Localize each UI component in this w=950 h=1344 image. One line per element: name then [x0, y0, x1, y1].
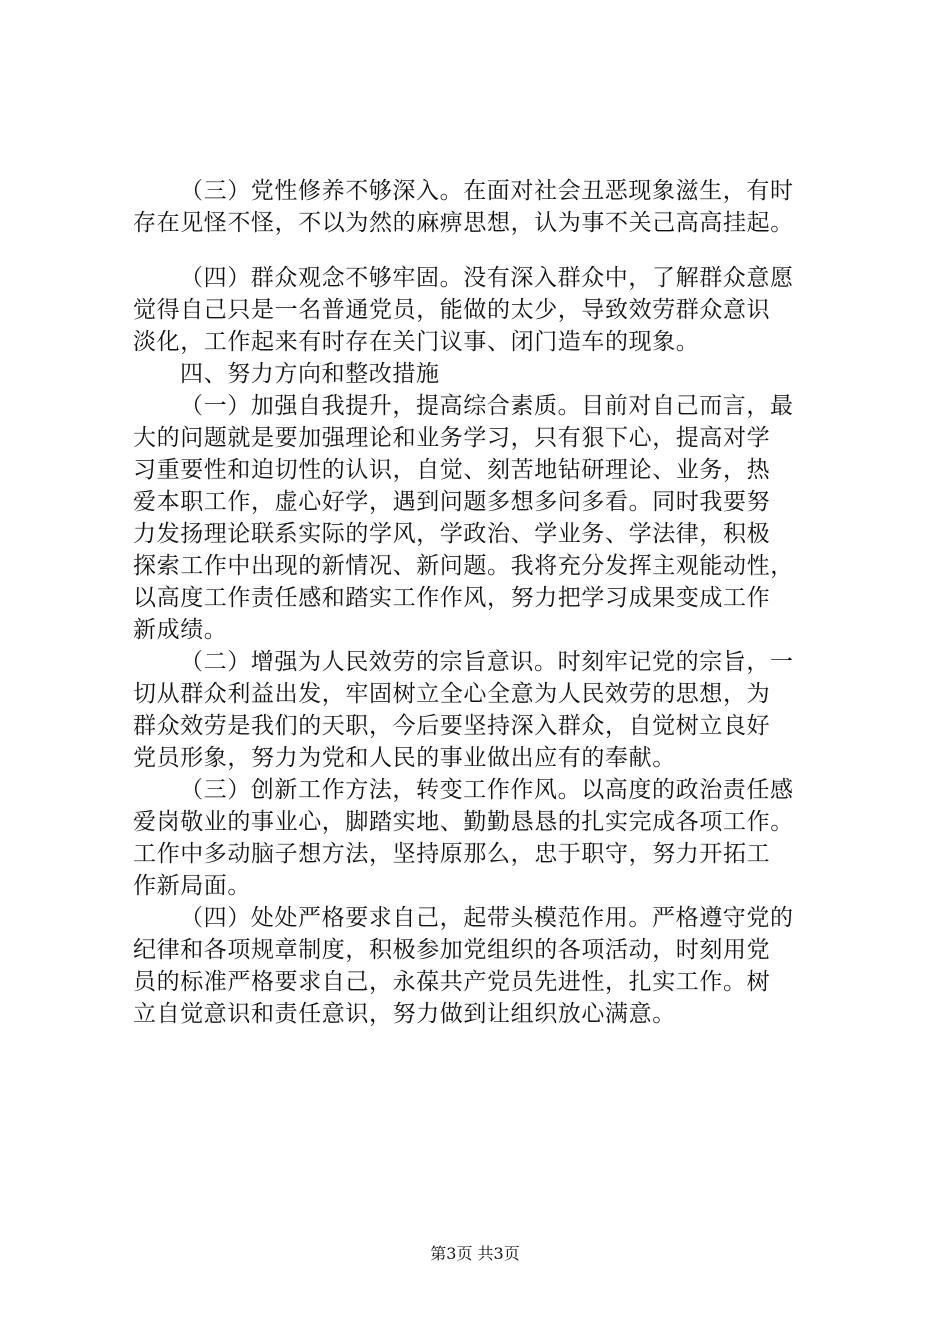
paragraph-line: 力发扬理论联系实际的学风，学政治、学业务、学法律，积极	[133, 521, 771, 547]
page-number: 第3页 共3页	[430, 1244, 520, 1263]
paragraph-line: 以高度工作责任感和踏实工作作风，努力把学习成果变成工作	[133, 585, 771, 611]
paragraph-line: 新成绩。	[133, 617, 228, 643]
paragraph-line: （三）创新工作方法，转变工作作风。以高度的政治责任感	[180, 777, 794, 803]
paragraph-line: （二）增强为人民效劳的宗旨意识。时刻牢记党的宗旨，一	[180, 649, 794, 675]
paragraph-line: 切从群众利益出发，牢固树立全心全意为人民效劳的思想，为	[133, 681, 771, 707]
paragraph-line: 群众效劳是我们的天职，今后要坚持深入群众，自觉树立良好	[133, 713, 771, 739]
paragraph-line: 员的标准严格要求自己，永葆共产党员先进性，扎实工作。树	[133, 969, 771, 995]
paragraph-line: 爱本职工作，虚心好学，遇到问题多想多问多看。同时我要努	[133, 489, 771, 515]
paragraph-line: （四）群众观念不够牢固。没有深入群众中，了解群众意愿	[180, 265, 794, 291]
paragraph-line: 探索工作中出现的新情况、新问题。我将充分发挥主观能动性，	[133, 553, 794, 579]
paragraph-line: 纪律和各项规章制度，积极参加党组织的各项活动，时刻用党	[133, 937, 771, 963]
paragraph-line: 淡化，工作起来有时存在关门议事、闭门造车的现象。	[133, 329, 700, 355]
paragraph-line: 立自觉意识和责任意识，努力做到让组织放心满意。	[133, 1001, 676, 1027]
paragraph-line: 作新局面。	[133, 873, 251, 899]
paragraph-line: 觉得自己只是一名普通党员，能做的太少，导致效劳群众意识	[133, 297, 771, 323]
paragraph-line: （四）处处严格要求自己，起带头模范作用。严格遵守党的	[180, 905, 794, 931]
paragraph-line: 工作中多动脑子想方法，坚持原那么，忠于职守，努力开拓工	[133, 841, 771, 867]
paragraph-line: 大的问题就是要加强理论和业务学习，只有狠下心，提高对学	[133, 425, 771, 451]
paragraph-line: 爱岗敬业的事业心，脚踏实地、勤勤恳恳的扎实完成各项工作。	[133, 809, 794, 835]
section-heading: 四、努力方向和整改措施	[180, 361, 440, 387]
paragraph-line: 党员形象，努力为党和人民的事业做出应有的奉献。	[133, 745, 676, 771]
paragraph-line: 习重要性和迫切性的认识，自觉、刻苦地钻研理论、业务，热	[133, 457, 771, 483]
paragraph-line: 存在见怪不怪，不以为然的麻痹思想，认为事不关己高高挂起。	[133, 210, 794, 236]
paragraph-line: （三）党性修养不够深入。在面对社会丑恶现象滋生，有时	[180, 178, 794, 204]
paragraph-line: （一）加强自我提升，提高综合素质。目前对自己而言，最	[180, 393, 794, 419]
